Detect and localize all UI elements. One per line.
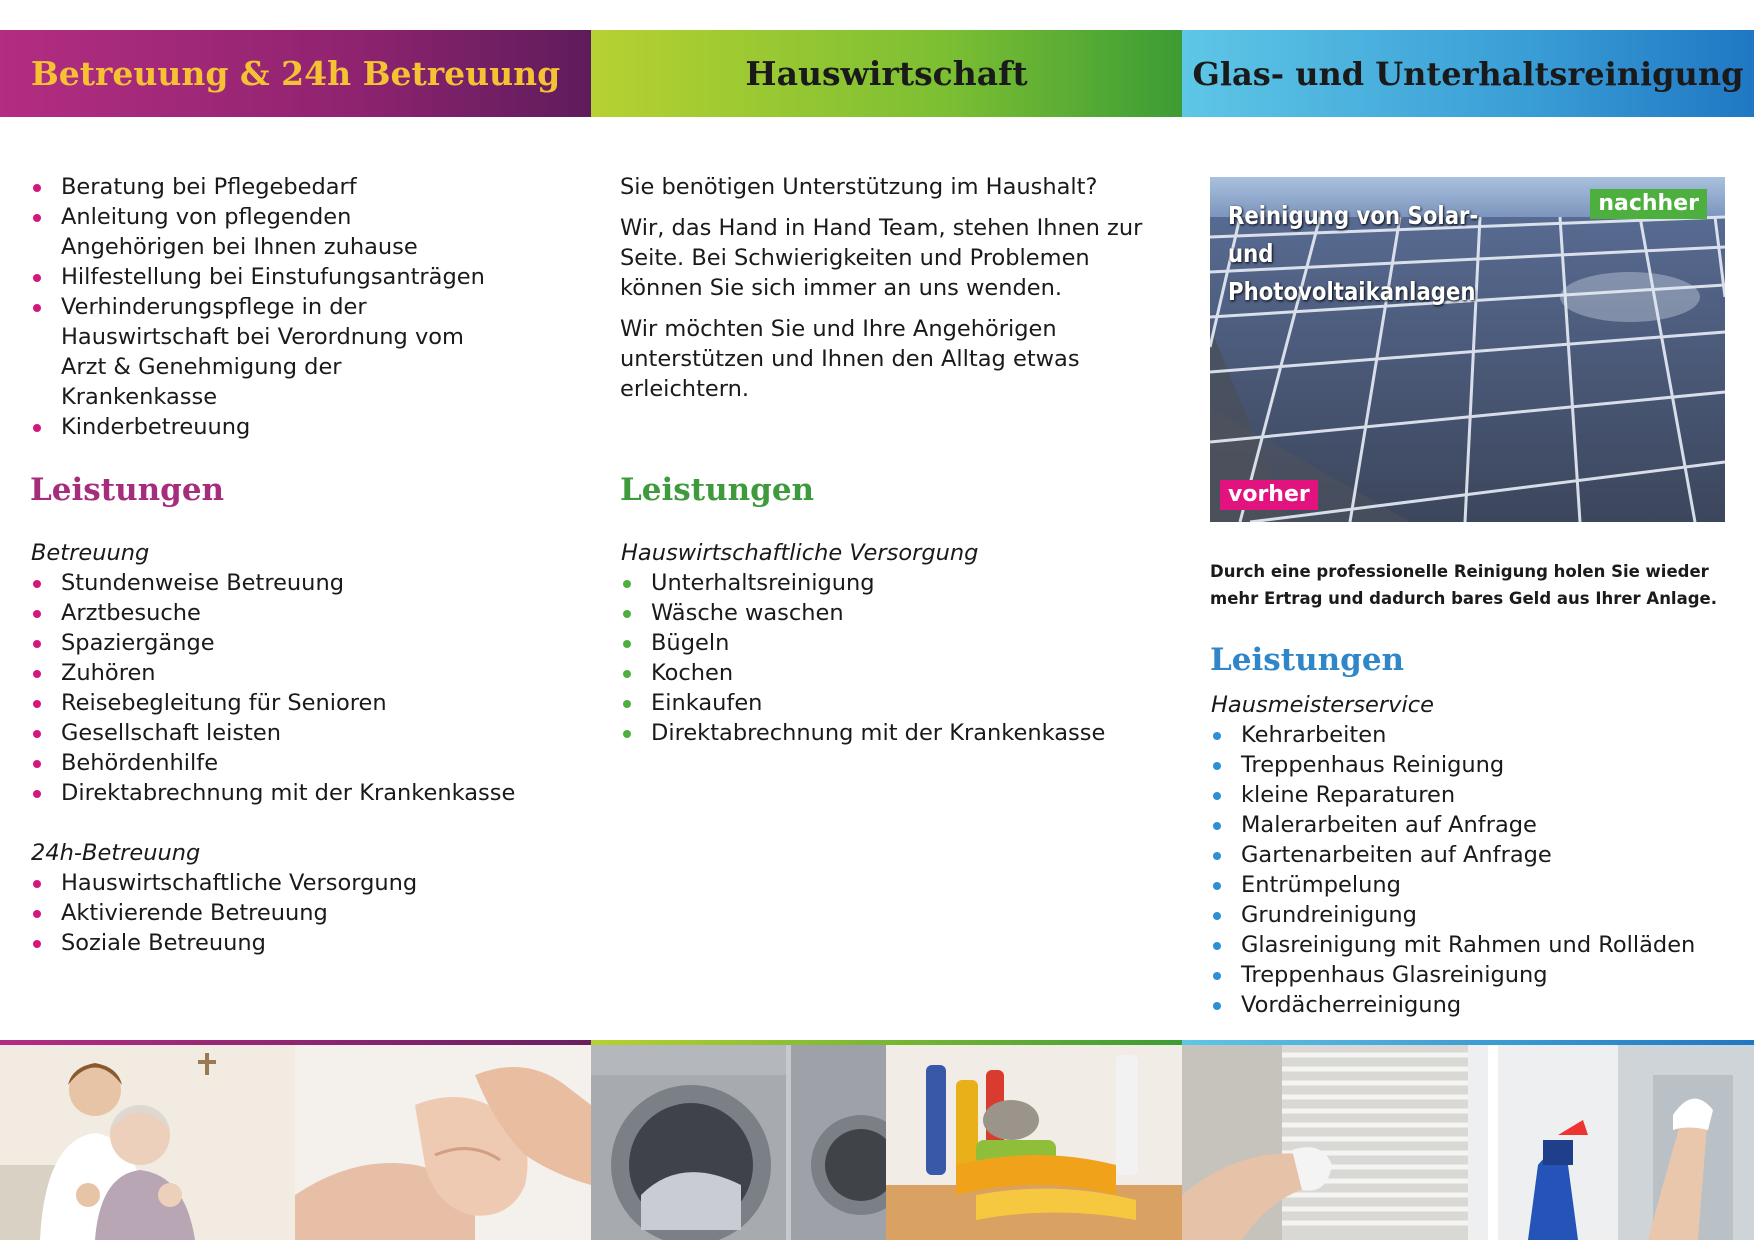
list-item-text: Treppenhaus Glasreinigung bbox=[1241, 962, 1548, 988]
betreuung-services bbox=[30, 538, 570, 958]
list-item-text: Entrümpelung bbox=[1241, 872, 1401, 898]
column-betreuung bbox=[30, 172, 570, 442]
photo-caregiver-senior bbox=[0, 1045, 295, 1240]
list-item bbox=[30, 412, 500, 442]
bullet-icon bbox=[33, 304, 41, 312]
list-item-text: Direktabrechnung mit der Krankenkasse bbox=[61, 780, 516, 806]
list-item bbox=[620, 598, 1160, 628]
intro-paragraph-2: Wir, das Hand in Hand Team, stehen Ihnen zur Seite. Bei Schwierigkeiten und Problemen können Sie sich immer an uns wenden. bbox=[620, 215, 1143, 301]
intro-paragraph-3: Wir möchten Sie und Ihre Angehörigen unterstützen und Ihnen den Alltag etwas erleichtern. bbox=[620, 316, 1080, 402]
list-item bbox=[30, 598, 570, 628]
group-title-24h: 24h-Betreuung bbox=[31, 840, 201, 866]
list-item-text: Reisebegleitung für Senioren bbox=[61, 690, 387, 716]
list-item bbox=[30, 292, 500, 412]
bullet-icon bbox=[33, 184, 41, 192]
bullet-icon bbox=[623, 580, 631, 588]
leistungen-title-betreuung: Leistungen bbox=[30, 472, 225, 508]
services-list-hauswirtschaft bbox=[620, 568, 1160, 748]
photo-holding-hands bbox=[295, 1045, 591, 1240]
solar-caption: Durch eine professionelle Reinigung holen Sie wieder mehr Ertrag und dadurch bares Geld aus Ihrer Anlage. bbox=[1210, 562, 1717, 608]
bullet-icon bbox=[33, 700, 41, 708]
photo-window-cleaning bbox=[1468, 1045, 1754, 1240]
photo-window-blinds bbox=[1182, 1045, 1468, 1240]
list-item-text: Behördenhilfe bbox=[61, 750, 219, 776]
list-item-text: Verhinderungspflege in der Hauswirtschaft bei Verordnung vom Arzt & Genehmigung der Krankenkasse bbox=[61, 294, 464, 410]
bullet-icon bbox=[33, 214, 41, 222]
header-betreuung: Betreuung & 24h Betreuung bbox=[0, 30, 591, 117]
list-item bbox=[30, 628, 570, 658]
header-glasreinigung: Glas- und Unterhaltsreinigung bbox=[1182, 30, 1754, 117]
list-item-text: Aktivierende Betreuung bbox=[61, 900, 328, 926]
list-item-text: Gartenarbeiten auf Anfrage bbox=[1241, 842, 1552, 868]
bullet-icon bbox=[623, 610, 631, 618]
bullet-icon bbox=[623, 640, 631, 648]
services-list-24h bbox=[30, 868, 570, 958]
leistungen-title-reinigung: Leistungen bbox=[1210, 642, 1405, 678]
bullet-icon bbox=[33, 880, 41, 888]
bullet-icon bbox=[33, 274, 41, 282]
list-item bbox=[30, 568, 570, 598]
list-item bbox=[30, 748, 570, 778]
bullet-icon bbox=[33, 760, 41, 768]
list-item bbox=[1210, 900, 1740, 930]
bullet-icon bbox=[623, 730, 631, 738]
bullet-icon bbox=[33, 424, 41, 432]
list-item bbox=[30, 688, 570, 718]
list-item bbox=[1210, 870, 1740, 900]
bullet-icon bbox=[33, 940, 41, 948]
list-item-text: Unterhaltsreinigung bbox=[651, 570, 875, 596]
list-item-text: Gesellschaft leisten bbox=[61, 720, 281, 746]
list-item-text: Direktabrechnung mit der Krankenkasse bbox=[651, 720, 1106, 746]
list-item bbox=[620, 568, 1160, 598]
column-hauswirtschaft bbox=[620, 172, 1160, 415]
list-item-text: Beratung bei Pflegebedarf bbox=[61, 174, 357, 200]
bullet-icon bbox=[1213, 852, 1221, 860]
list-item-text: Treppenhaus Reinigung bbox=[1241, 752, 1505, 778]
bullet-icon bbox=[1213, 822, 1221, 830]
bullet-icon bbox=[1213, 972, 1221, 980]
list-item-text: Arztbesuche bbox=[61, 600, 201, 626]
bullet-icon bbox=[1213, 732, 1221, 740]
intro-paragraph-1: Sie benötigen Unterstützung im Haushalt? bbox=[620, 174, 1098, 200]
leistungen-title-hauswirtschaft: Leistungen bbox=[620, 472, 815, 508]
list-item-text: Wäsche waschen bbox=[651, 600, 844, 626]
list-item bbox=[30, 928, 570, 958]
list-item bbox=[30, 172, 500, 202]
hauswirtschaft-services bbox=[620, 538, 1160, 748]
bullet-icon bbox=[623, 700, 631, 708]
list-item-text: Soziale Betreuung bbox=[61, 930, 266, 956]
list-item-text: Hilfestellung bei Einstufungsanträgen bbox=[61, 264, 485, 290]
list-item-text: Hauswirtschaftliche Versorgung bbox=[61, 870, 418, 896]
list-item bbox=[1210, 960, 1740, 990]
list-item bbox=[30, 868, 570, 898]
bullet-icon bbox=[1213, 882, 1221, 890]
list-item bbox=[30, 202, 500, 262]
photo-washing-machines bbox=[591, 1045, 886, 1240]
list-item bbox=[30, 658, 570, 688]
list-item-text: Kinderbetreuung bbox=[61, 414, 251, 440]
bullet-icon bbox=[1213, 1002, 1221, 1010]
bullet-icon bbox=[33, 730, 41, 738]
bullet-icon bbox=[623, 670, 631, 678]
photo-cleaning-supplies bbox=[886, 1045, 1182, 1240]
bullet-icon bbox=[1213, 762, 1221, 770]
list-item bbox=[620, 658, 1160, 688]
list-item-text: Zuhören bbox=[61, 660, 156, 686]
reinigung-services bbox=[1210, 690, 1740, 1020]
list-item bbox=[1210, 840, 1740, 870]
list-item-text: Vordächerreinigung bbox=[1241, 992, 1462, 1018]
bullet-icon bbox=[33, 910, 41, 918]
bullet-icon bbox=[33, 790, 41, 798]
list-item bbox=[1210, 810, 1740, 840]
list-item-text: Einkaufen bbox=[651, 690, 763, 716]
solar-image-title: Reinigung von Solar- und Photovoltaikanlagen bbox=[1228, 201, 1479, 306]
tag-vorher: vorher bbox=[1220, 480, 1318, 510]
header-hauswirtschaft: Hauswirtschaft bbox=[591, 30, 1182, 117]
list-item bbox=[1210, 720, 1740, 750]
list-item bbox=[620, 688, 1160, 718]
list-item-text: Kochen bbox=[651, 660, 734, 686]
list-item bbox=[30, 262, 500, 292]
list-item-text: Grundreinigung bbox=[1241, 902, 1417, 928]
services-list-betreuung bbox=[30, 568, 570, 808]
list-item bbox=[1210, 930, 1740, 960]
list-item bbox=[620, 718, 1160, 748]
bullet-icon bbox=[1213, 942, 1221, 950]
list-item-text: Malerarbeiten auf Anfrage bbox=[1241, 812, 1537, 838]
tag-nachher: nachher bbox=[1590, 189, 1707, 219]
list-item bbox=[1210, 780, 1740, 810]
list-item bbox=[1210, 990, 1740, 1020]
bullet-icon bbox=[33, 670, 41, 678]
list-item-text: Stundenweise Betreuung bbox=[61, 570, 344, 596]
bullet-icon bbox=[1213, 792, 1221, 800]
list-item bbox=[30, 718, 570, 748]
list-item bbox=[30, 778, 570, 808]
list-item bbox=[1210, 750, 1740, 780]
group-title-betreuung: Betreuung bbox=[31, 540, 150, 566]
list-item-text: kleine Reparaturen bbox=[1241, 782, 1456, 808]
list-item bbox=[620, 628, 1160, 658]
bullet-icon bbox=[1213, 912, 1221, 920]
group-title-hausmeisterservice: Hausmeisterservice bbox=[1211, 692, 1434, 718]
bullet-icon bbox=[33, 580, 41, 588]
list-item-text: Anleitung von pflegenden Angehörigen bei Ihnen zuhause bbox=[61, 204, 418, 260]
intro-list-betreuung bbox=[30, 172, 500, 442]
group-title-hauswirtschaft: Hauswirtschaftliche Versorgung bbox=[621, 540, 979, 566]
list-item bbox=[30, 898, 570, 928]
services-list-hausmeisterservice bbox=[1210, 720, 1740, 1020]
list-item-text: Glasreinigung mit Rahmen und Rolläden bbox=[1241, 932, 1696, 958]
solar-panel-image bbox=[1210, 177, 1725, 522]
list-item-text: Kehrarbeiten bbox=[1241, 722, 1387, 748]
bullet-icon bbox=[33, 640, 41, 648]
list-item-text: Spaziergänge bbox=[61, 630, 215, 656]
bullet-icon bbox=[33, 610, 41, 618]
list-item-text: Bügeln bbox=[651, 630, 730, 656]
